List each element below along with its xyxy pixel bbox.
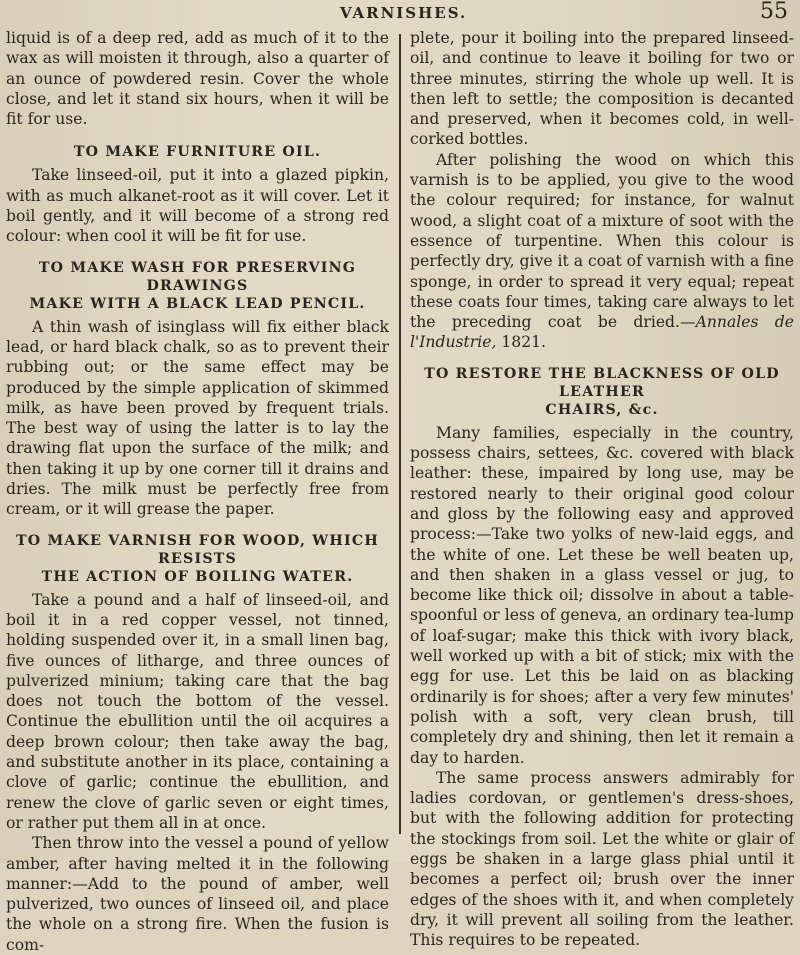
left-column xyxy=(6,28,389,955)
column-rule xyxy=(399,34,401,834)
leather-paragraph-1: Many families, especially in the country, possess chairs, settees, &c. covered with black leather: these, impaired by long use, may be restored nearly to their original good colour and gloss by the following easy and approved process:—Take two yolks of new-laid eggs, and the white of one. Let these be well beaten up, and then shaken in a glass vessel or jug, to become like thick oil; dissolve in about a table-spoonful or less of geneva, an ordinary tea-lump of loaf-sugar; make this thick with ivory black, well worked up with a bit of stick; mix with the egg for use. Let this be laid on as blacking ordinarily is for shoes; after a very few minutes' polish with a soft, very clean brush, till completely dry and shining, then let it remain a day to harden. xyxy=(410,423,794,767)
citation: Annales de l'Industrie, xyxy=(410,313,795,352)
right-continuation-paragraph: plete, pour it boiling into the prepared linseed-oil, and continue to leave it boiling for two or three minutes, stirring the whole up well. It is then left to settle; the composition is decanted and preserved, when it becomes cold, in well-corked bottles. xyxy=(410,29,794,149)
wood-varnish-heading-line2: THE ACTION OF BOILING WATER. xyxy=(41,568,354,585)
wood-varnish-heading-line1: TO MAKE VARNISH FOR WOOD, WHICH RESISTS xyxy=(16,532,379,567)
wood-varnish-heading xyxy=(6,532,389,586)
polishing-text: After polishing the wood on which this varnish is to be applied, you give to the wood the colour required; for instance, for walnut wood, a slight coat of a mixture of soot with the essence of turpentine. When this colour is perfectly dry, give it a coat of varnish with a fine sponge, in order to spread it very equal; repeat these coats four times, taking care always to let the preceding coat be dried.— xyxy=(410,150,794,332)
citation-year: 1821. xyxy=(496,333,547,352)
furniture-oil-paragraph: Take linseed-oil, put it into a glazed pipkin, with as much alkanet-root as it will cover. Let it boil gently, and it will become of a strong red colour: when cool it will be fit for use. xyxy=(6,166,389,246)
leather-heading-line2: CHAIRS, &c. xyxy=(545,401,659,418)
furniture-oil-heading-text: TO MAKE FURNITURE OIL. xyxy=(73,144,322,161)
polishing-paragraph xyxy=(410,150,794,353)
leather-heading xyxy=(410,365,794,419)
leather-heading-line1: TO RESTORE THE BLACKNESS OF OLD LEATHER xyxy=(424,365,780,400)
drawing-wash-paragraph: A thin wash of isinglass will fix either black lead, or hard black chalk, so as to prevent their rubbing out; or the same effect may be produced by the simple application of skimmed milk, as have been proved by frequent trials. The best way of using the latter is to lay the drawing flat upon the surface of the milk; and then taking it up by one corner till it drains and dries. The milk must be perfectly free from cream, or it will grease the paper. xyxy=(6,317,389,519)
drawing-wash-heading-line2: MAKE WITH A BLACK LEAD PENCIL. xyxy=(29,295,366,312)
leather-paragraph-2: The same process answers admirably for ladies cordovan, or gentlemen's dress-shoes, but with the following addition for protecting the stockings from soil. Let the white or glair of eggs be shaken in a large glass phial until it becomes a perfect oil; brush over the inner edges of the shoes with it, and when completely dry, it will prevent all soiling from the leather. This requires to be repeated. xyxy=(410,768,794,950)
right-column xyxy=(410,28,794,950)
running-head xyxy=(0,0,800,30)
left-opening-paragraph: liquid is of a deep red, add as much of it to the wax as will moisten it through, also a quarter of an ounce of powdered resin. Cover the whole close, and let it stand six hours, when it will be fit for use. xyxy=(6,29,389,129)
drawing-wash-heading xyxy=(6,259,389,313)
furniture-oil-heading xyxy=(6,143,389,161)
drawing-wash-heading-line1: TO MAKE WASH FOR PRESERVING DRAWINGS xyxy=(38,259,357,294)
wood-varnish-paragraph-1: Take a pound and a half of linseed-oil, and boil it in a red copper vessel, not tinned, holding suspended over it, in a small linen bag, five ounces of litharge, and three ounces of pulverized minium; taking care that the bag does not touch the bottom of the vessel. Continue the ebullition until the oil acquires a deep brown colour; then take away the bag, and substitute another in its place, containing a clove of garlic; continue the ebullition, and renew the clove of garlic seven or eight times, or rather put them all in at once. xyxy=(6,590,389,832)
wood-varnish-paragraph-2: Then throw into the vessel a pound of yellow amber, after having melted it in the following manner:—Add to the pound of amber, well pulverized, two ounces of linseed oil, and place the whole on a strong fire. When the fusion is com- xyxy=(6,834,389,954)
page-number: 55 xyxy=(760,0,788,24)
running-title: VARNISHES. xyxy=(340,4,468,22)
